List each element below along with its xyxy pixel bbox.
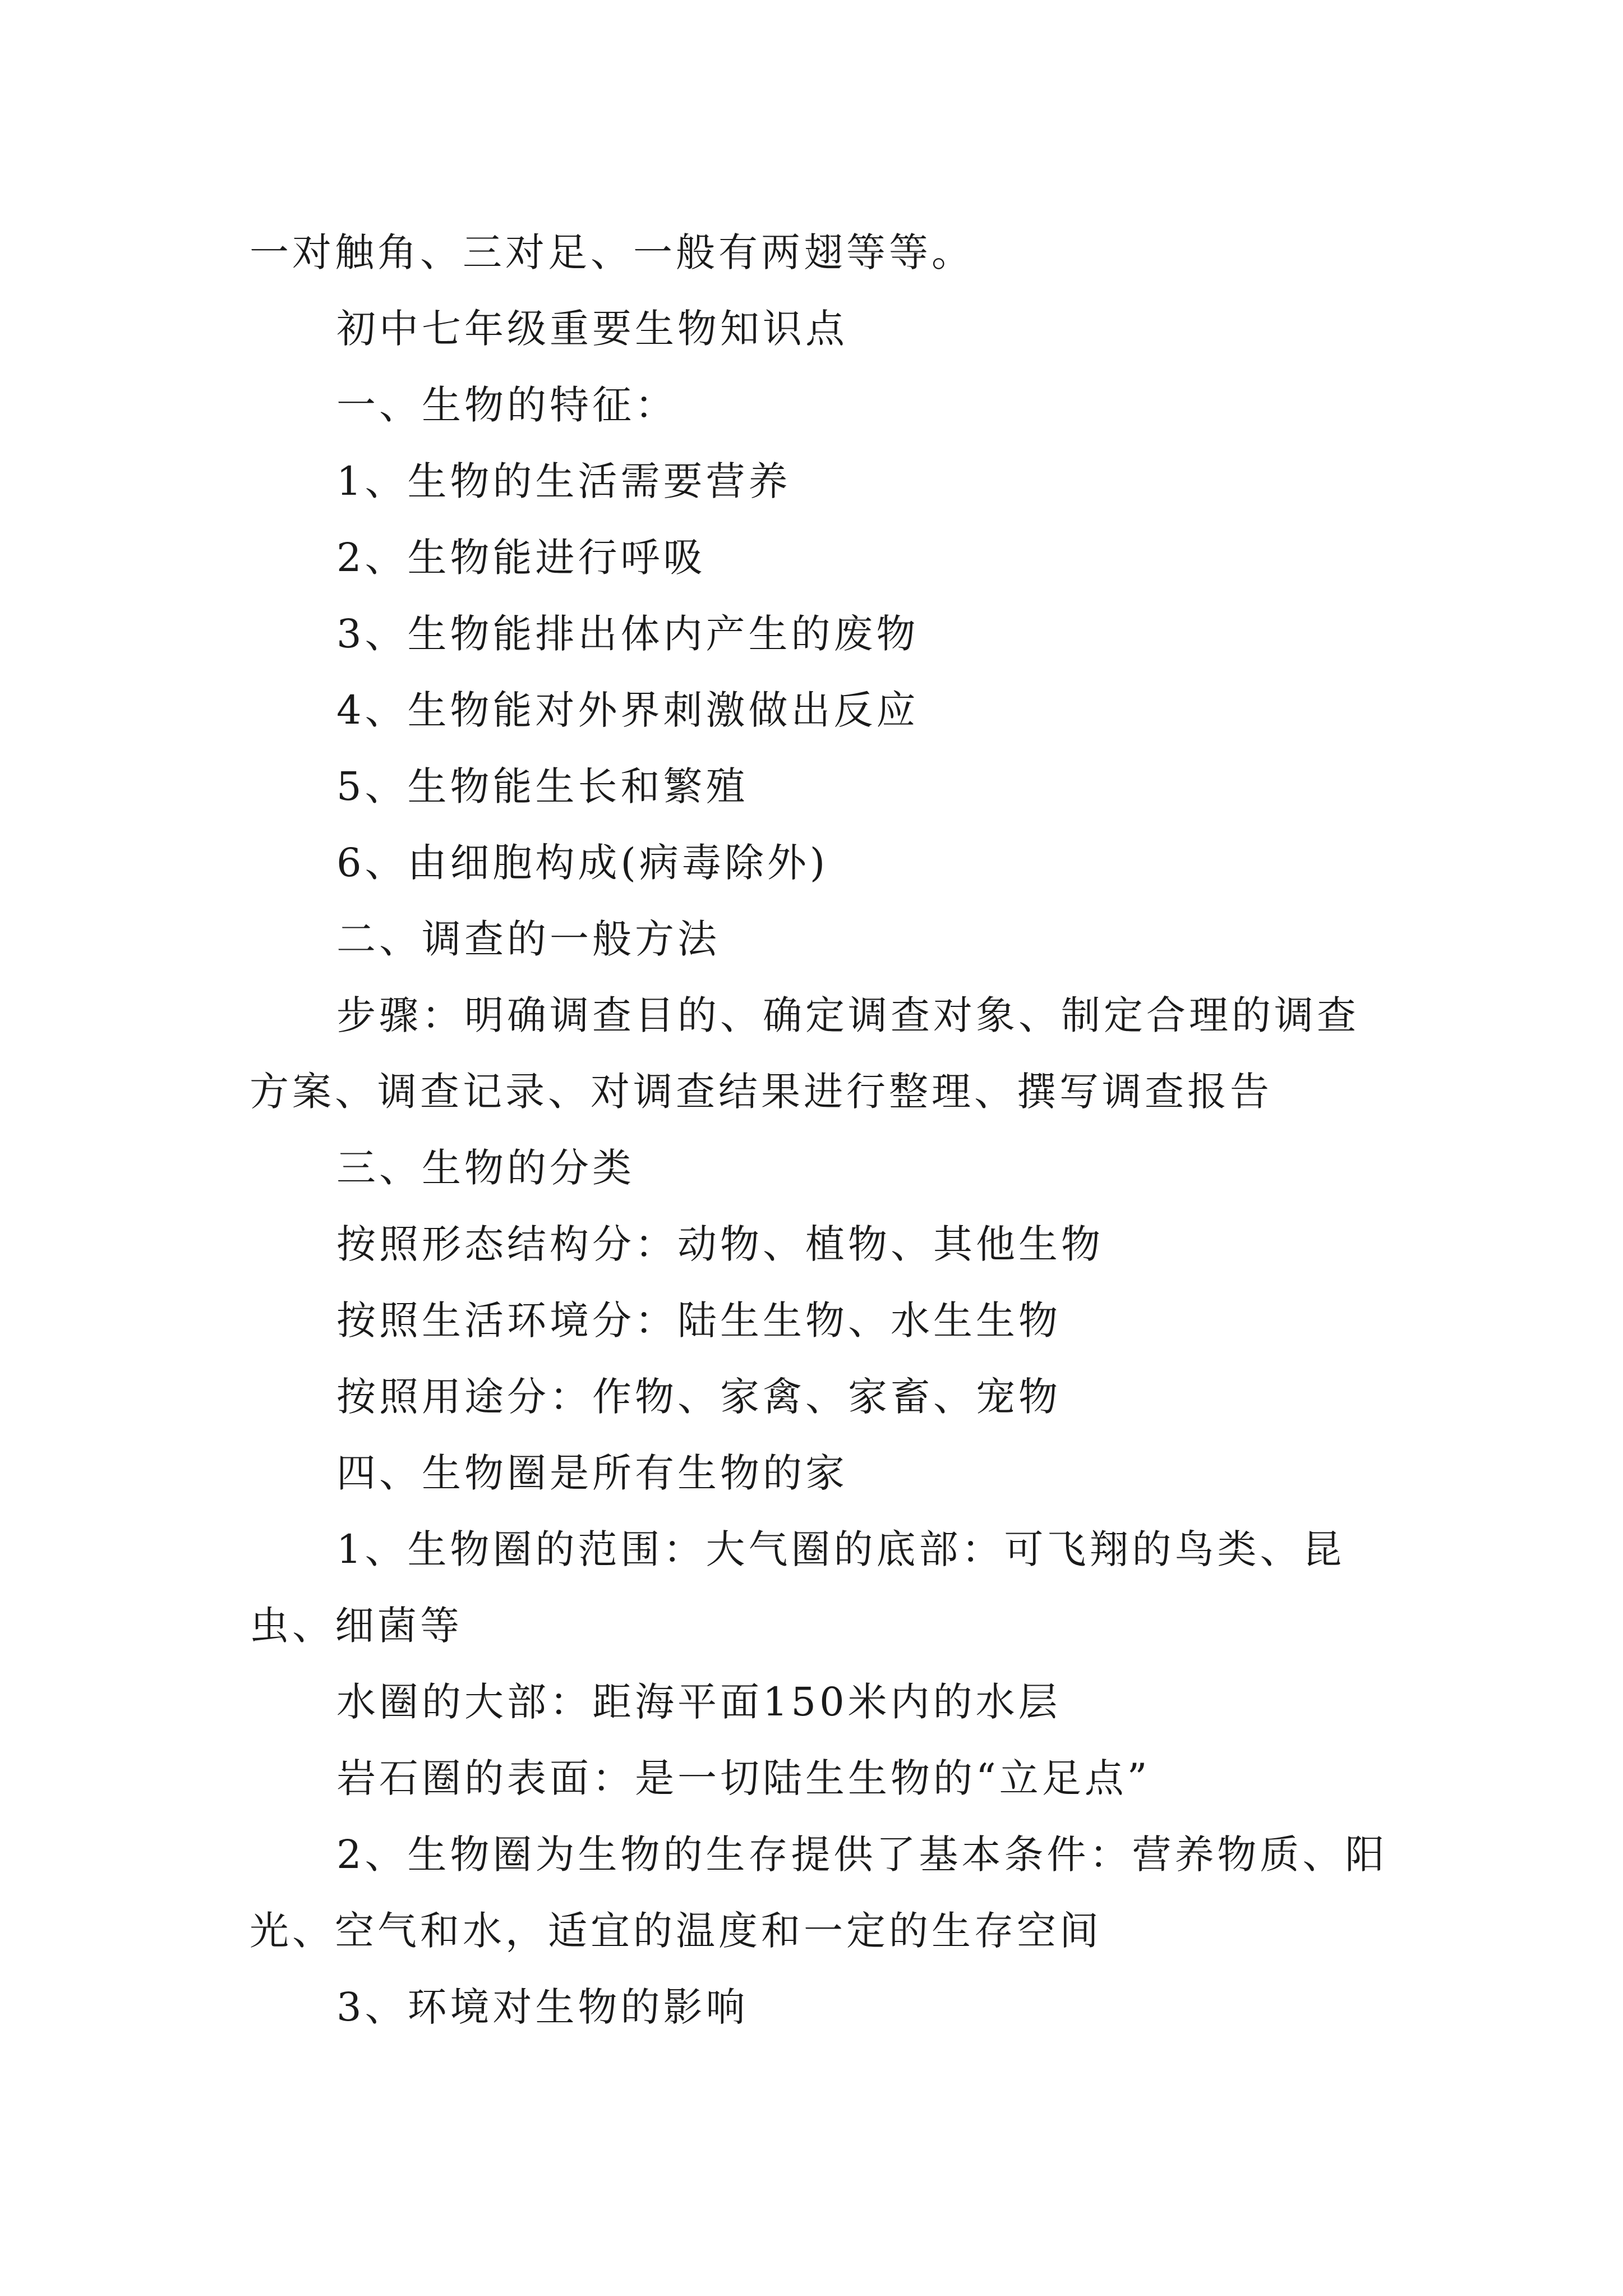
document-body (250, 214, 1388, 2045)
classification-item: 按照形态结构分：动物、植物、其他生物 (336, 1221, 1104, 1267)
section-heading-3: 三、生物的分类 (336, 1145, 635, 1191)
section-heading-1: 一、生物的特征： (336, 382, 677, 428)
section-heading-4: 四、生物圈是所有生物的家 (336, 1450, 848, 1496)
paragraph-hydrosphere: 水圈的大部：距海平面150米内的水层 (336, 1679, 1061, 1725)
classification-item: 按照用途分：作物、家禽、家畜、宠物 (336, 1374, 1061, 1420)
paragraph-lithosphere: 岩石圈的表面：是一切陆生生物的“立足点” (336, 1755, 1151, 1801)
list-item: 4、生物能对外界刺激做出反应 (336, 687, 919, 733)
paragraph-steps: 步骤：明确调查目的、确定调查对象、制定合理的调查方案、调查记录、对调查结果进行整理、撰写调查报告 (250, 992, 1359, 1115)
list-item: 2、生物能进行呼吸 (336, 535, 706, 581)
section-heading-main: 初中七年级重要生物知识点 (336, 306, 848, 352)
list-item: 6、由细胞构成(病毒除外) (336, 840, 829, 886)
list-item: 1、生物的生活需要营养 (336, 458, 791, 504)
section-heading-2: 二、调查的一般方法 (336, 916, 720, 962)
list-item: 5、生物能生长和繁殖 (336, 763, 749, 809)
paragraph-1: 一对触角、三对足、一般有两翅等等。 (250, 229, 974, 275)
paragraph-biosphere-range: 1、生物圈的范围：大气圈的底部：可飞翔的鸟类、昆虫、细菌等 (250, 1526, 1345, 1649)
classification-item: 按照生活环境分：陆生生物、水生生物 (336, 1297, 1061, 1343)
list-item: 3、生物能排出体内产生的废物 (336, 611, 919, 657)
paragraph-conditions: 2、生物圈为生物的生存提供了基本条件：营养物质、阳光、空气和水，适宜的温度和一定的生存空间 (250, 1832, 1388, 1954)
paragraph-environment: 3、环境对生物的影响 (336, 1984, 749, 2030)
